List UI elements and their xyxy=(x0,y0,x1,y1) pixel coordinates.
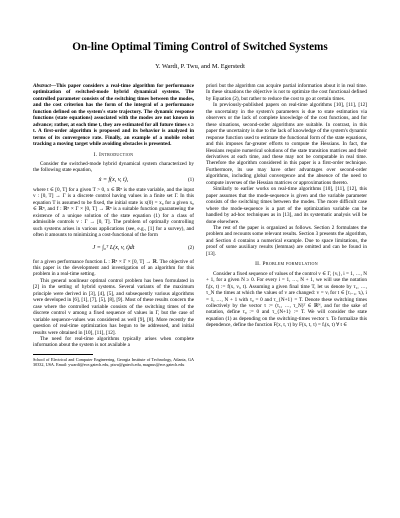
paragraph: priori but the algorithm can acquire partial information about it in real time. In these situations the objective is not to optimize the cost functional defined by Equation (2), but rather to reduce the cost to go at certain times. xyxy=(206,83,367,102)
paper-title: On-line Optimal Timing Control of Switched Systems xyxy=(72,41,328,53)
paragraph: Consider a fixed sequence of values of the control v ∈ Γ, {vᵢ}, i = 1, …, N + 1, for a given N ≥ 0. For every i = 1, …, N + 1, we will use the notation fᵢ(x, t) := f(x, vᵢ, t). Assuming a given final time T, let us denote by τ₁, …, τ_N the times at which the values of v are changed: v = vᵢ for t ∈ [τᵢ₋₁, τᵢ), i = 1, …, N + 1 with τ₀ = 0 and τ_{N+1} = T. Denote these switching times collectively by the vector τ := (τ₁, …, τ_N)ᵀ ∈ ℝᴺ, and for the sake of notation, define τ₀ := 0 and τ_{N+1} := T. We will consider the state equation (1) as depending on the switching-times vector τ. To formalize this dependence, define the function F(x, t, τ) by F(x, t, τ) = fᵢ(x, t) ∀ t ∈ xyxy=(206,270,367,329)
paragraph: The need for real-time algorithms typically arises when complete information about the system is not available a xyxy=(33,335,194,349)
abstract-body: —This paper considers a real-time algorithm for performance optimization of switched-mode hybrid dynamical systems. The controlled parameter consists of the switching times between the modes, and the cost criterion has the form of the integral of a performance function defined on the system's state trajectory. The dynamic response functions (state equations) associated with the modes are not known in advance; rather, at each time t, they are estimated for all future times s ≥ t. A first-order algorithm is proposed and its behavior is analyzed in terms of its convergence rate. Finally, an example of a mobile robot tracking a moving target while avoiding obstacles is presented. xyxy=(33,83,194,148)
abstract-lead: Abstract xyxy=(33,83,51,89)
paragraph: The rest of the paper is organized as follows. Section 2 formulates the problem and recounts some relevant results. Section 3 presents the algorithm, and Section 4 contains a numerical example. Due to space limitations, the proof of some auxiliary results (lemmas) are omitted and can be found in [13]. xyxy=(206,224,367,257)
left-column xyxy=(33,83,194,367)
section-heading-problem-formulation: II. Problem formulation xyxy=(255,261,318,268)
equation-2-number: (2) xyxy=(187,245,194,252)
paragraph: Similarly to earlier works on real-time algorithms [10], [11], [12], this paper assumes that the mode-sequence is given and the variable parameter consists of the switching times between the modes. The more difficult case where the mode-sequence is a part of the optimization variable can be handled by ad-hoc techniques as in [13], and its systematic analysis will be done elsewhere. xyxy=(206,186,367,225)
two-column-body xyxy=(33,83,367,367)
equation-1-number: (1) xyxy=(187,177,194,184)
paragraph: In previously-published papers on real-time algorithms [10], [11], [12] the uncertainty in the system's parameters is due to state estimation via observers or the lack of complete knowledge of the cost functions, and for these situations, second-order algorithms are suitable. In contrast, in this paper the uncertainty is due to the lack of knowledge of the system's dynamic response function used to estimate the functional form of the state equations, and this imposes far-greater efforts to compute the Hessians. In fact, the Hessians require numerical solutions of the state transition matrices and their derivatives at each time, and these may not be computable in real time. Therefore the algorithm considered in this paper is a first-order technique. Furthermore, its use may have other advantages over second-order algorithms, including global convergence and the absence of the need to compute inverses of the Hessian matrices or approximations thereto. xyxy=(206,102,367,186)
paragraph: for a given performance function L : ℝⁿ × Γ × [0, T] → ℝ. The objective of this paper is the development and investigation of an algorithm for this problem in a real-time setting. xyxy=(33,258,194,278)
section-heading-introduction: I. Introduction xyxy=(93,151,134,158)
paragraph: where t ∈ [0, T] for a given T > 0, x ∈ ℝⁿ is the state variable, and the input v : [0, T] → Γ is a discrete control having values in a finite set Γ. In this equation T is assumed to be fixed, the initial state is x(0) = x₀ for a given x₀ ∈ ℝⁿ, and f : ℝⁿ × Γ × [0, T] → ℝⁿ is a suitable function guaranteeing the existence of a unique solution of the state equation (1) for a class of admissible controls v : Γ → [0, T]. The problem of optimally controlling such systems arises in various applications (see, e.g., [1] for a survey), and often it amounts to minimizing a cost-functional of the form xyxy=(33,186,194,239)
equation-1-body: ẋ = f(x, v, t), xyxy=(98,177,129,184)
abstract xyxy=(33,83,194,148)
paragraph: Consider the switched-mode hybrid dynamical system characterized by the following state equation, xyxy=(33,160,194,174)
equation-2-body: J = ∫₀ᵀ L(x, v, t)dt xyxy=(92,245,135,252)
right-column xyxy=(206,83,367,367)
paper-authors: Y. Wardi, P. Twu, and M. Egerstedt xyxy=(155,63,245,70)
footnote-rule xyxy=(33,354,93,355)
equation-2 xyxy=(33,239,194,259)
footnote-affiliation: School of Electrical and Computer Engineering, Georgia Institute of Technology, Atlanta, GA 30332, USA. Email: ywardi@ece.gatech.edu, ptwu@gatech.edu, magnus@ece.gatech.edu xyxy=(33,356,194,368)
equation-1 xyxy=(33,174,194,187)
paragraph: This general nonlinear optimal control problem has been formulated in [2] in the setting of hybrid systems. Several variants of the maximum principle were derived in [3], [4], [5], and subsequently various algorithms were developed in [6], [1], [7], [5], [8], [9]. Most of these results concern the case where the controlled variable consists of the switching times of the discrete control v among a fixed sequence of values in Γ, but the case of variable sequence-values was considered as well [9], [8]. More recently the question of real-time optimization has begun to be addressed, and initial results were obtained in [10], [11], [12]. xyxy=(33,277,194,336)
